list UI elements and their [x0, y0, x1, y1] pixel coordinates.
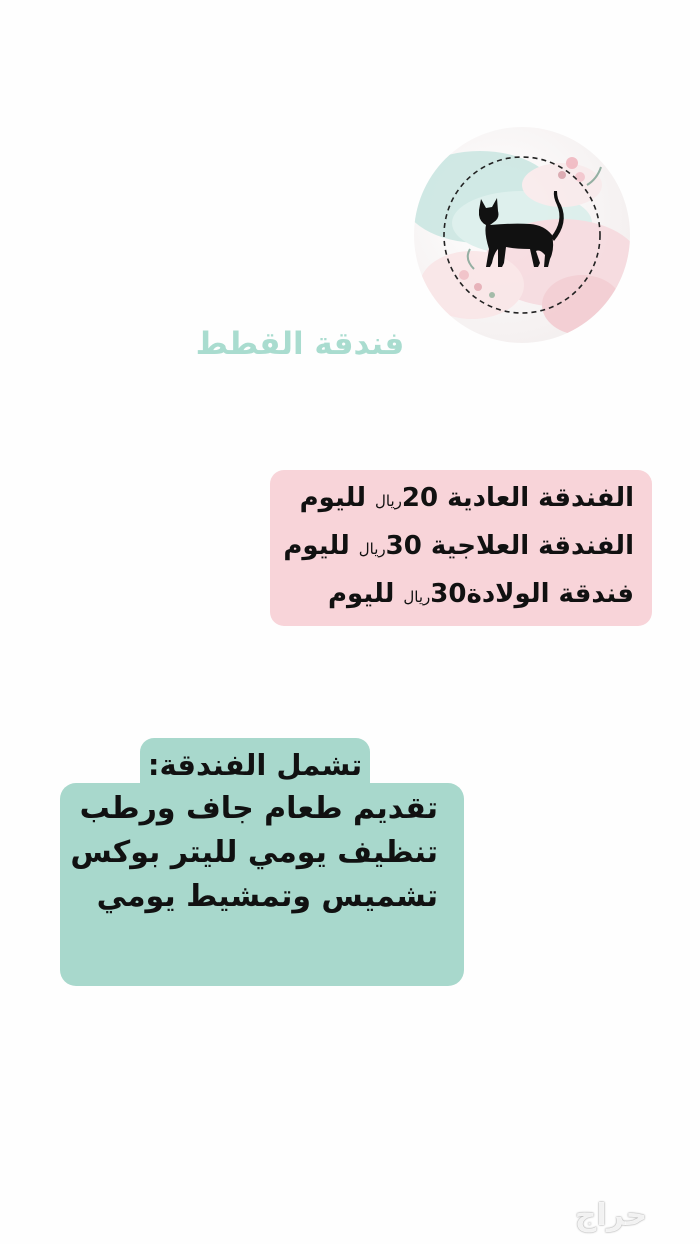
price-line-birth: فندقة الولادة30ريال لليوم [327, 579, 634, 609]
list-item: تنظيف يومي لليتر بوكس [70, 835, 438, 870]
price-line-regular: الفندقة العادية 20ريال لليوم [299, 483, 634, 513]
includes-heading: تشمل الفندقة: [140, 738, 370, 792]
price-list-card [270, 470, 652, 626]
includes-card [60, 783, 464, 986]
brand-title: فندقة القطط [195, 326, 405, 362]
cat-hotel-logo [412, 125, 632, 345]
haraj-watermark: حراج [574, 1198, 648, 1233]
cat-silhouette-icon [412, 125, 632, 345]
price-line-medical: الفندقة العلاجية 30ريال لليوم [283, 531, 634, 561]
list-item: تشميس وتمشيط يومي [96, 879, 438, 914]
list-item: تقديم طعام جاف ورطب [79, 791, 438, 826]
